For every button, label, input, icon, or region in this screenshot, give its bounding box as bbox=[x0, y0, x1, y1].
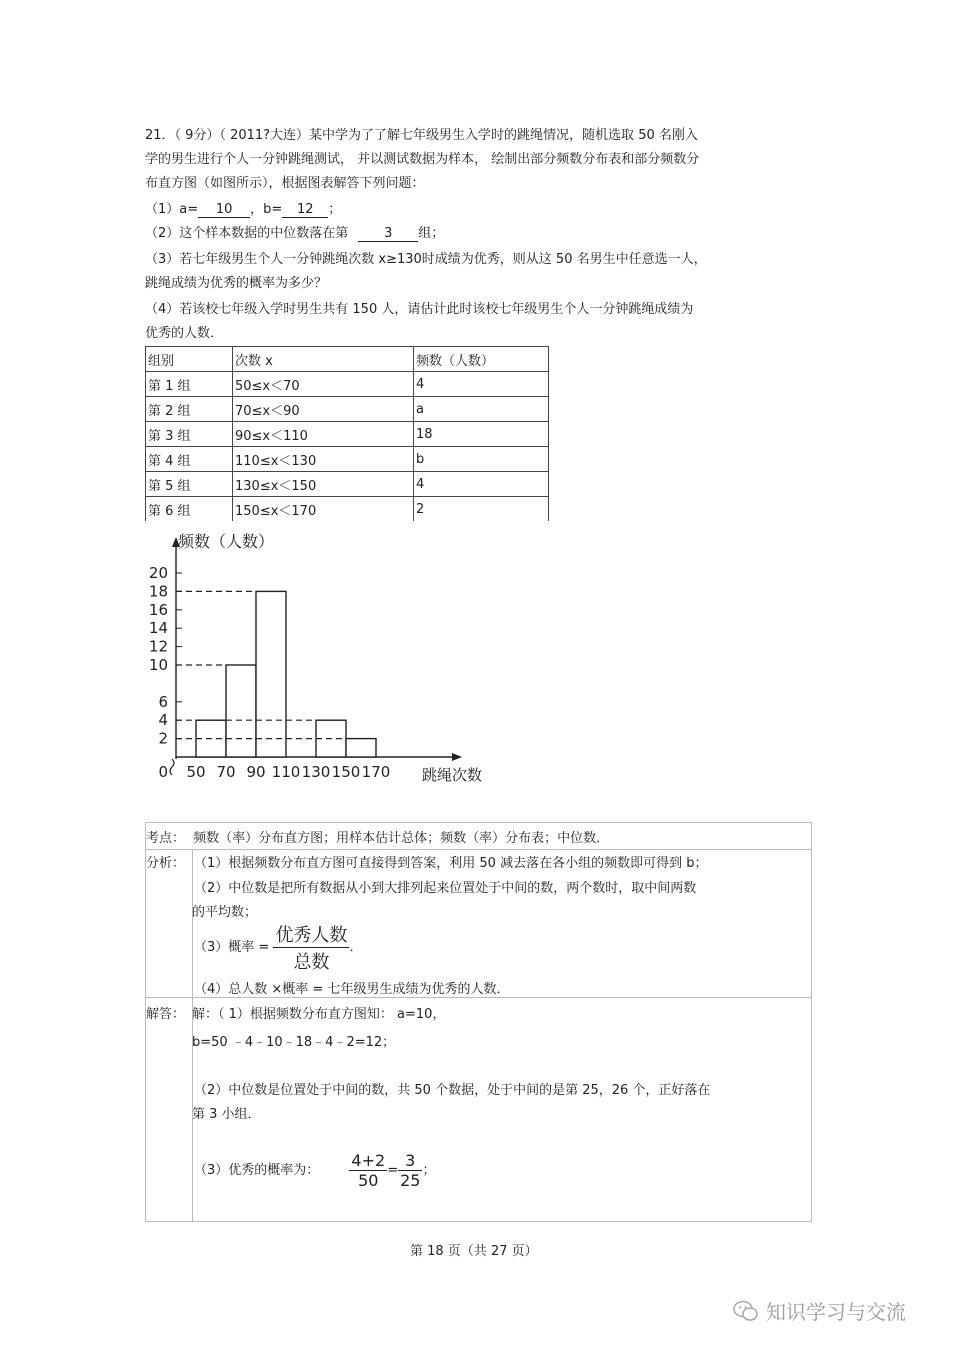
solution-box bbox=[145, 822, 812, 1222]
table-header-row bbox=[146, 347, 549, 372]
fraction-denominator: 总数 bbox=[293, 952, 330, 973]
histogram-bar bbox=[226, 665, 256, 757]
y-tick-label: 4 bbox=[158, 711, 168, 730]
x-tick-label: 170 bbox=[361, 763, 391, 781]
jieda-line-3 bbox=[194, 1151, 435, 1190]
x-tick-label: 150 bbox=[331, 763, 361, 781]
q1-suffix: ； bbox=[328, 202, 342, 217]
kaodian-text: 频数（率）分布直方图；用样本估计总体；频数（率）分布表；中位数． bbox=[193, 831, 610, 846]
histogram-bar bbox=[346, 739, 376, 757]
y-tick-label: 18 bbox=[148, 582, 168, 601]
kaodian-label: 考点： bbox=[146, 831, 186, 846]
y-tick-label: 20 bbox=[148, 564, 168, 582]
page-number: 第 18 页（共 27 页） bbox=[410, 1244, 538, 1259]
wechat-icon bbox=[732, 1299, 760, 1323]
y-tick-label: 0 bbox=[158, 763, 168, 781]
q1-answer-b: 12 bbox=[282, 202, 328, 218]
q2-suffix: 组； bbox=[418, 226, 445, 241]
table-cell: 4 bbox=[414, 372, 549, 397]
probability-fraction bbox=[273, 921, 349, 974]
table-cell: 110≤x＜130 bbox=[233, 447, 414, 472]
x-tick-label: 50 bbox=[186, 763, 206, 781]
watermark-text: 知识学习与交流 bbox=[766, 1300, 906, 1324]
x-axis-label: 跳绳次数 bbox=[422, 766, 483, 784]
table-cell: 第 3 组 bbox=[146, 422, 233, 447]
q1-prefix: （1）a= bbox=[145, 202, 199, 217]
table-row bbox=[146, 497, 549, 522]
table-cell: 第 6 组 bbox=[146, 497, 233, 522]
fenxi-line-2a: （2）中位数是把所有数据从小到大排列起来位置处于中间的数，两个数时，取中间两数 bbox=[194, 881, 697, 896]
x-tick-label: 70 bbox=[216, 763, 236, 781]
y-tick-label: 10 bbox=[148, 656, 168, 674]
y-tick-label: 6 bbox=[158, 692, 168, 711]
table-row bbox=[146, 372, 549, 397]
q1-mid: ，b= bbox=[250, 202, 283, 217]
table-cell: 2 bbox=[414, 497, 549, 522]
histogram-chart bbox=[140, 525, 510, 795]
kaodian-row bbox=[146, 827, 609, 846]
table-cell: 第 2 组 bbox=[146, 397, 233, 422]
fraction-numerator: 4+2 bbox=[351, 1151, 386, 1170]
fenxi-3-prefix: （3）概率 = bbox=[194, 940, 270, 955]
question-line-2: 学的男生进行个人一分钟跳绳测试， 并以测试数据为样本， 绘制出部分频数分布表和部分频数分 bbox=[145, 152, 700, 167]
histogram-bar bbox=[256, 591, 286, 757]
jieda-label: 解答： bbox=[146, 1007, 186, 1022]
table-cell: 150≤x＜170 bbox=[233, 497, 414, 522]
fenxi-line-3 bbox=[194, 921, 362, 974]
x-axis-arrow bbox=[452, 753, 462, 761]
table-cell: b bbox=[414, 447, 549, 472]
axis-break bbox=[170, 759, 174, 775]
table-header: 次数 x bbox=[233, 347, 414, 372]
fraction-numerator: 优秀人数 bbox=[273, 921, 349, 948]
question-2 bbox=[145, 222, 444, 242]
q1-answer-a: 10 bbox=[198, 202, 250, 218]
fenxi-label: 分析： bbox=[146, 856, 186, 871]
question-line-3: 布直方图（如图所示），根据图表解答下列问题： bbox=[145, 176, 425, 191]
fraction-denominator: 25 bbox=[400, 1171, 421, 1190]
question-3-line-1: （3）若七年级男生个人一分钟跳绳次数 x≥130时成绩为优秀，则从这 50 名男生中任意选一人， bbox=[145, 252, 707, 267]
table-header: 频数（人数） bbox=[414, 347, 549, 372]
table-cell: 第 5 组 bbox=[146, 472, 233, 497]
x-tick-label: 90 bbox=[246, 763, 266, 781]
fenxi-line-2b: 的平均数； bbox=[192, 905, 258, 920]
y-tick-label: 2 bbox=[158, 729, 168, 748]
table-cell: 50≤x＜70 bbox=[233, 372, 414, 397]
table-cell: a bbox=[414, 397, 549, 422]
table-cell: 第 1 组 bbox=[146, 372, 233, 397]
fenxi-line-1: （1）根据频数分布直方图可直接得到答案，利用 50 减去落在各小组的频数即可得到 b； bbox=[194, 856, 708, 871]
histogram-marks bbox=[149, 537, 462, 781]
table-row bbox=[146, 397, 549, 422]
jieda-3-prefix: （3）优秀的概率为： bbox=[194, 1163, 320, 1178]
table-cell: 18 bbox=[414, 422, 549, 447]
table-cell: 70≤x＜90 bbox=[233, 397, 414, 422]
table-row bbox=[146, 447, 549, 472]
question-4-line-2: 优秀的人数． bbox=[145, 326, 224, 341]
y-tick-label: 16 bbox=[148, 600, 168, 619]
x-tick-label: 110 bbox=[271, 763, 301, 781]
fraction-1 bbox=[349, 1151, 387, 1190]
table-cell: 130≤x＜150 bbox=[233, 472, 414, 497]
q2-prefix: （2）这个样本数据的中位数落在第 bbox=[145, 226, 349, 241]
table-row bbox=[146, 472, 549, 497]
row-divider bbox=[146, 997, 811, 998]
question-1 bbox=[145, 198, 341, 218]
frequency-table bbox=[145, 346, 549, 521]
question-4-line-1: （4）若该校七年级入学时男生共有 150 人，请估计此时该校七年级男生个人一分钟跳绳成绩为 bbox=[145, 302, 694, 317]
table-cell: 90≤x＜110 bbox=[233, 422, 414, 447]
fraction-numerator: 3 bbox=[398, 1151, 422, 1171]
equals-sign: = bbox=[387, 1163, 399, 1178]
y-tick-label: 12 bbox=[148, 637, 168, 656]
fenxi-line-4: （4）总人数 ×概率 = 七年级男生成绩为优秀的人数． bbox=[194, 982, 510, 997]
jieda-line-2a: （2）中位数是位置处于中间的数，共 50 个数据，处于中间的是第 25，26 个，正好落在 bbox=[194, 1083, 711, 1098]
jieda-line-2b: 第 3 小组． bbox=[192, 1107, 261, 1122]
jieda-line-1: 解：（ 1）根据频数分布直方图知： a=10， bbox=[192, 1007, 446, 1022]
jieda-3-suffix: ； bbox=[422, 1163, 436, 1178]
table-cell: 4 bbox=[414, 472, 549, 497]
question-3-line-2: 跳绳成绩为优秀的概率为多少？ bbox=[145, 276, 328, 291]
question-line-1: 21．（ 9分）（ 2011?大连）某中学为了了解七年级男生入学时的跳绳情况，随机选取 50 名刚入 bbox=[145, 128, 698, 143]
q2-answer: 3 bbox=[358, 226, 418, 242]
jieda-line-1b: b=50 ﹣4﹣10﹣18﹣4﹣2=12； bbox=[192, 1035, 396, 1050]
x-tick-label: 130 bbox=[301, 763, 331, 781]
row-divider bbox=[146, 849, 811, 850]
table-cell: 第 4 组 bbox=[146, 447, 233, 472]
table-row bbox=[146, 422, 549, 447]
watermark bbox=[732, 1296, 906, 1325]
fraction-denominator: 50 bbox=[358, 1171, 379, 1190]
fraction-2 bbox=[398, 1151, 422, 1190]
y-axis-label: 频数（人数） bbox=[178, 532, 275, 551]
y-tick-label: 14 bbox=[148, 619, 168, 638]
table-header: 组别 bbox=[146, 347, 233, 372]
fenxi-3-suffix: ． bbox=[349, 940, 363, 955]
